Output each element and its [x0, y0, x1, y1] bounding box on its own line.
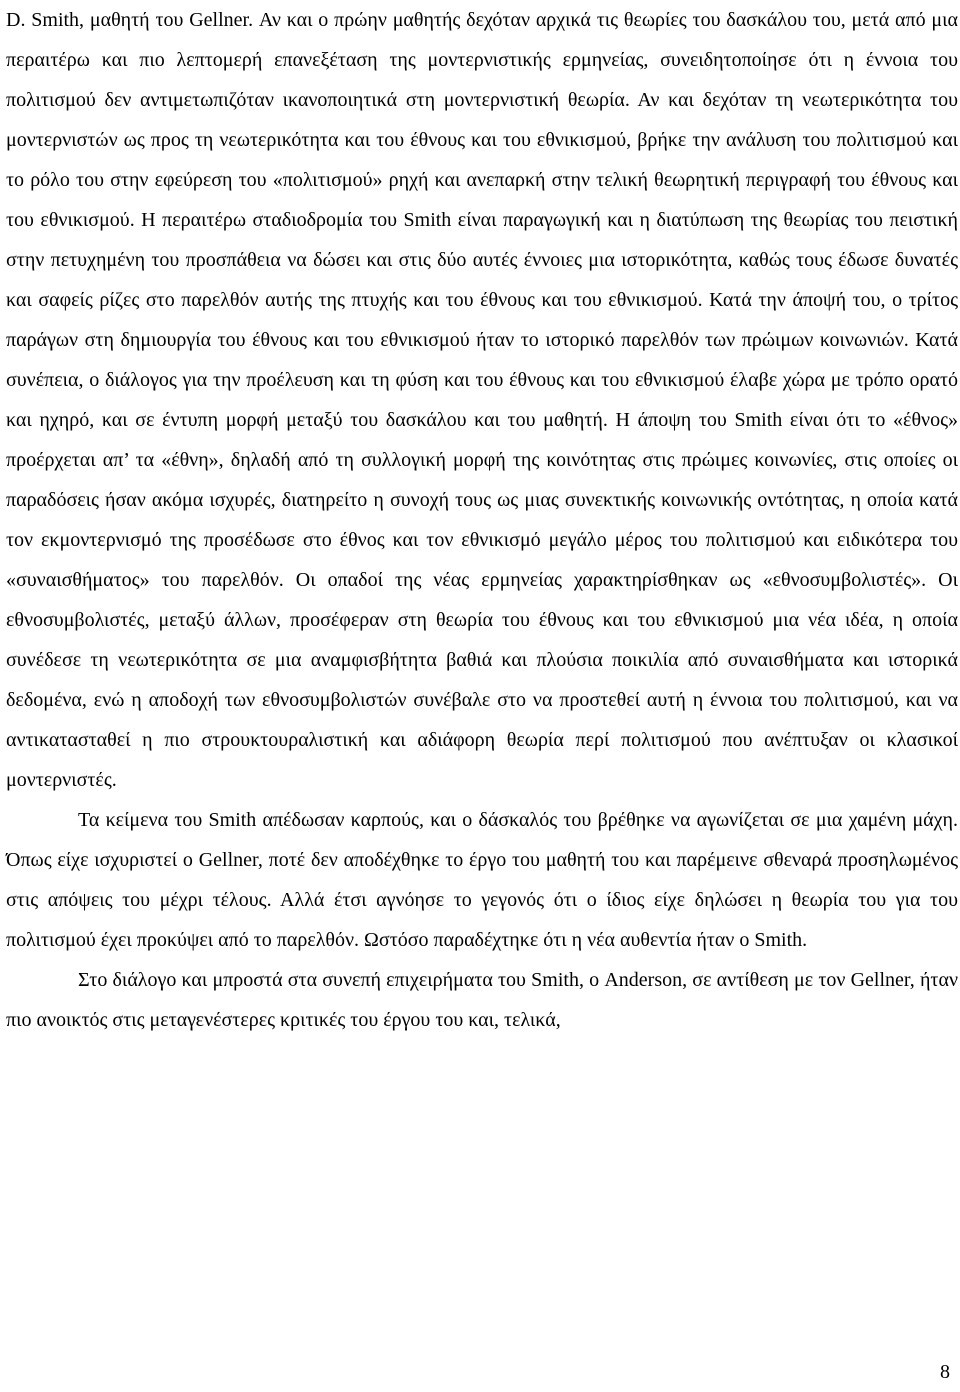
page-number: 8 [940, 1361, 950, 1383]
paragraph-1: D. Smith, μαθητή του Gellner. Αν και ο πρώην μαθητής δεχόταν αρχικά τις θεωρίες του δασκάλου του, μετά από μια περαιτέρω και πιο λεπτομερή επανεξέταση της μοντερνιστικής ερμηνείας, συνειδητοποίησε ότι η έννοια του πολιτισμού δεν αντιμετωπιζόταν ικανοποιητικά στη μοντερνιστική θεωρία. Αν και δεχόταν τη νεωτερικότητα του μοντερνιστών ως προς τη νεωτερικότητα και του έθνους και του εθνικισμού, βρήκε την ανάλυση του πολιτισμού και το ρόλο του στην εφεύρεση του «πολιτισμού» ρηχή και ανεπαρκή στην τελική θεωρητική περιγραφή του έθνους και του εθνικισμού. Η περαιτέρω σταδιοδρομία του Smith είναι παραγωγική και η διατύπωση της θεωρίας του πειστική στην πετυχημένη του προσπάθεια να δώσει και στις δύο αυτές έννοιες μια ιστορικότητα, καθώς τους έδωσε δυνατές και σαφείς ρίζες στο παρελθόν αυτής της πτυχής και του έθνους και του εθνικισμού. Κατά την άποψή του, ο τρίτος παράγων στη δημιουργία του έθνους και του εθνικισμού ήταν το ιστορικό παρελθόν των πρώιμων κοινωνιών. Κατά συνέπεια, ο διάλογος για την προέλευση και τη φύση και του έθνους και του εθνικισμού έλαβε χώρα με τρόπο ορατό και ηχηρό, και σε έντυπη μορφή μεταξύ του δασκάλου και του μαθητή. Η άποψη του Smith είναι ότι το «έθνος» προέρχεται απ’ τα «έθνη», δηλαδή από τη συλλογική μορφή της κοινότητας στις πρώιμες κοινωνίες, στις οποίες οι παραδόσεις ήσαν ακόμα ισχυρές, διατηρείτο η συνοχή τους ως μιας συνεκτικής κοινωνικής οντότητας, η οποία κατά τον εκμοντερνισμό της προσέδωσε στο έθνος και τον εθνικισμό μεγάλο μέρος του πολιτισμού και ειδικότερα του «συναισθήματος» του παρελθόν. Οι οπαδοί της νέας ερμηνείας χαρακτηρίσθηκαν ως «εθνοσυμβολιστές». Οι εθνοσυμβολιστές, μεταξύ άλλων, προσέφεραν στη θεωρία του έθνους και του εθνικισμού μια νέα ιδέα, η οποία συνέδεσε τη νεωτερικότητα σε μια αναμφισβήτητα βαθιά και πλούσια ποικιλία από συναισθήματα και ιστορικά δεδομένα, ενώ η αποδοχή των εθνοσυμβολιστών συνέβαλε στο να προστεθεί αυτή η έννοια του πολιτισμού, και να αντικατασταθεί η πιο στρουκτουραλιστική και αδιάφορη θεωρία περί πολιτισμού που ανέπτυξαν οι κλασικοί μοντερνιστές. [6, 9, 958, 791]
paragraph-3: Στο διάλογο και μπροστά στα συνεπή επιχειρήματα του Smith, ο Anderson, σε αντίθεση με τον Gellner, ήταν πιο ανοικτός στις μεταγενέστερες κριτικές του έργου του και, τελικά, [6, 969, 958, 1031]
paragraph-2: Τα κείμενα του Smith απέδωσαν καρπούς, και ο δάσκαλός του βρέθηκε να αγωνίζεται σε μια χαμένη μάχη. Όπως είχε ισχυριστεί ο Gellner, ποτέ δεν αποδέχθηκε το έργο του μαθητή του και παρέμεινε σθεναρά προσηλωμένος στις απόψεις του μέχρι τέλους. Αλλά έτσι αγνόησε το γεγονός ότι ο ίδιος είχε δηλώσει η θεωρία του για του πολιτισμού έχει προκύψει από το παρελθόν. Ωστόσο παραδέχτηκε ότι η νέα αυθεντία ήταν ο Smith. [6, 809, 958, 951]
body-text [6, 0, 958, 1040]
